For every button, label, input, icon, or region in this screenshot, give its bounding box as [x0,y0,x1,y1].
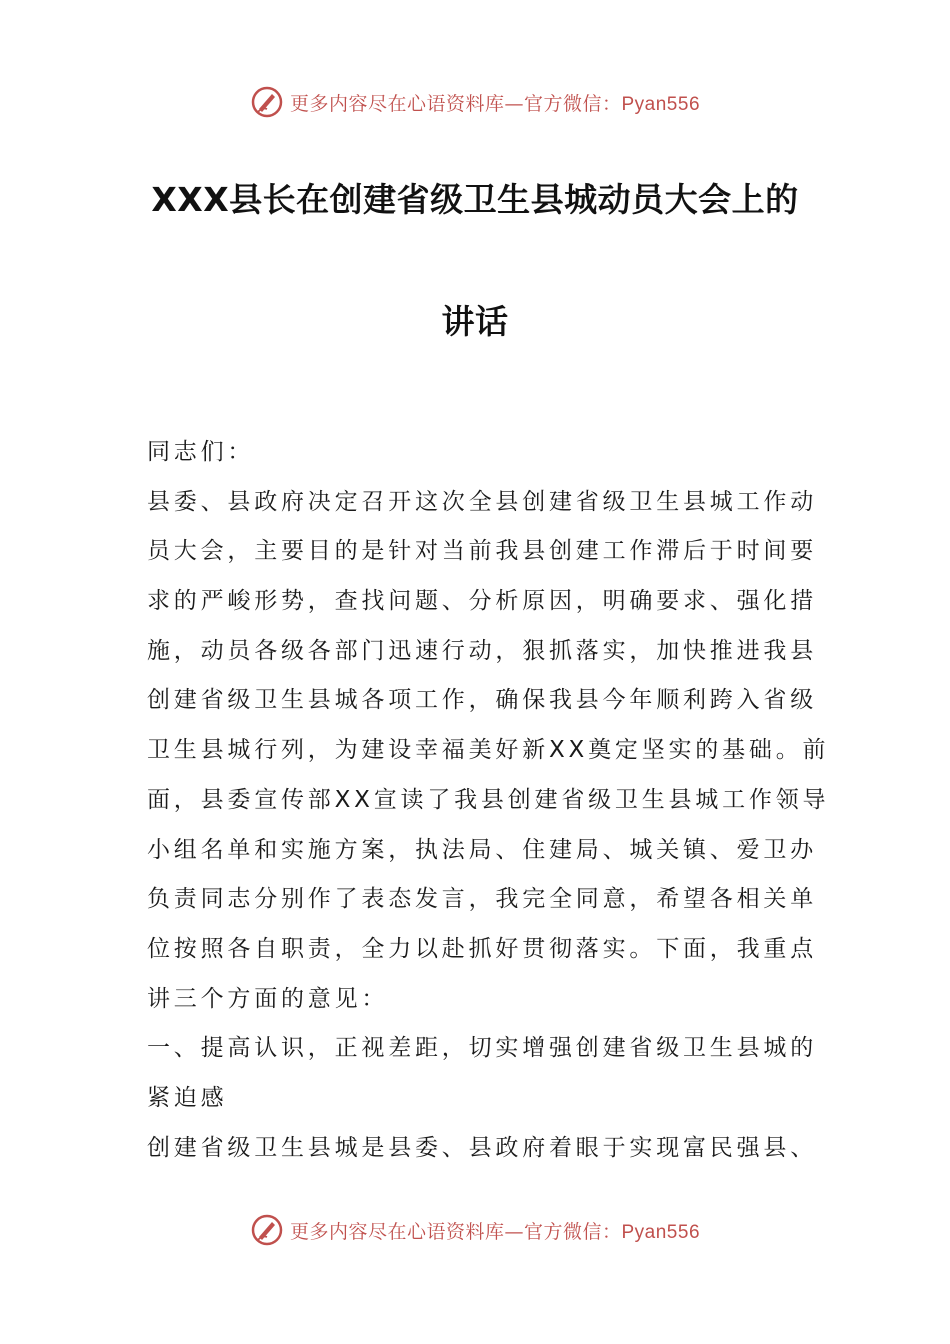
footer-watermark-banner [0,1210,950,1250]
body-line: 求的严峻形势，查找问题、分析原因，明确要求、强化措 [147,588,817,615]
section-heading-line: 一、提高认识，正视差距，切实增强创建省级卫生县城的 [147,1035,817,1062]
body-line: 负责同志分别作了表态发言，我完全同意，希望各相关单 [147,886,817,913]
header-watermark-banner [0,82,950,122]
watermark-wechat-label: 官方微信： [523,92,622,115]
watermark-dash: — [504,1220,524,1243]
body-line: 员大会，主要目的是针对当前我县创建工作滞后于时间要 [147,538,817,565]
body-line: 施，动员各级各部门迅速行动，狠抓落实，加快推进我县 [147,637,817,664]
body-line: 面，县委宣传部XX宣读了我县创建省级卫生县城工作领导 [147,786,830,813]
watermark-text [290,1217,700,1244]
body-line: 县委、县政府决定召开这次全县创建省级卫生县城工作动 [147,488,817,515]
watermark-dash: — [504,92,524,115]
pen-circle-logo-icon [250,85,284,119]
watermark-wechat-label: 官方微信： [523,1220,622,1243]
watermark-text [290,89,700,116]
pen-circle-logo-icon [250,1213,284,1247]
body-line: 小组名单和实施方案，执法局、住建局、城关镇、爱卫办 [147,836,817,863]
document-title-line1: XXX县长在创建省级卫生县城动员大会上的 [151,180,799,219]
watermark-slogan: 更多内容尽在心语资料库 [289,1220,505,1243]
body-line: 位按照各自职责，全力以赴抓好贯彻落实。下面，我重点 [147,935,817,962]
document-title-line2: 讲话 [441,302,509,341]
body-line: 卫生县城行列，为建设幸福美好新XX奠定坚实的基础。前 [147,737,830,764]
body-line: 同志们： [147,439,255,465]
watermark-slogan: 更多内容尽在心语资料库 [289,92,505,115]
watermark-handle: Pyan556 [621,1221,701,1243]
watermark-handle: Pyan556 [621,93,701,115]
body-line: 创建省级卫生县城各项工作，确保我县今年顺利跨入省级 [147,687,817,714]
document-body [147,428,830,1173]
section-heading-line: 紧迫感 [147,1084,228,1111]
body-line: 创建省级卫生县城是县委、县政府着眼于实现富民强县、 [147,1134,817,1161]
body-line: 讲三个方面的意见： [147,985,389,1012]
